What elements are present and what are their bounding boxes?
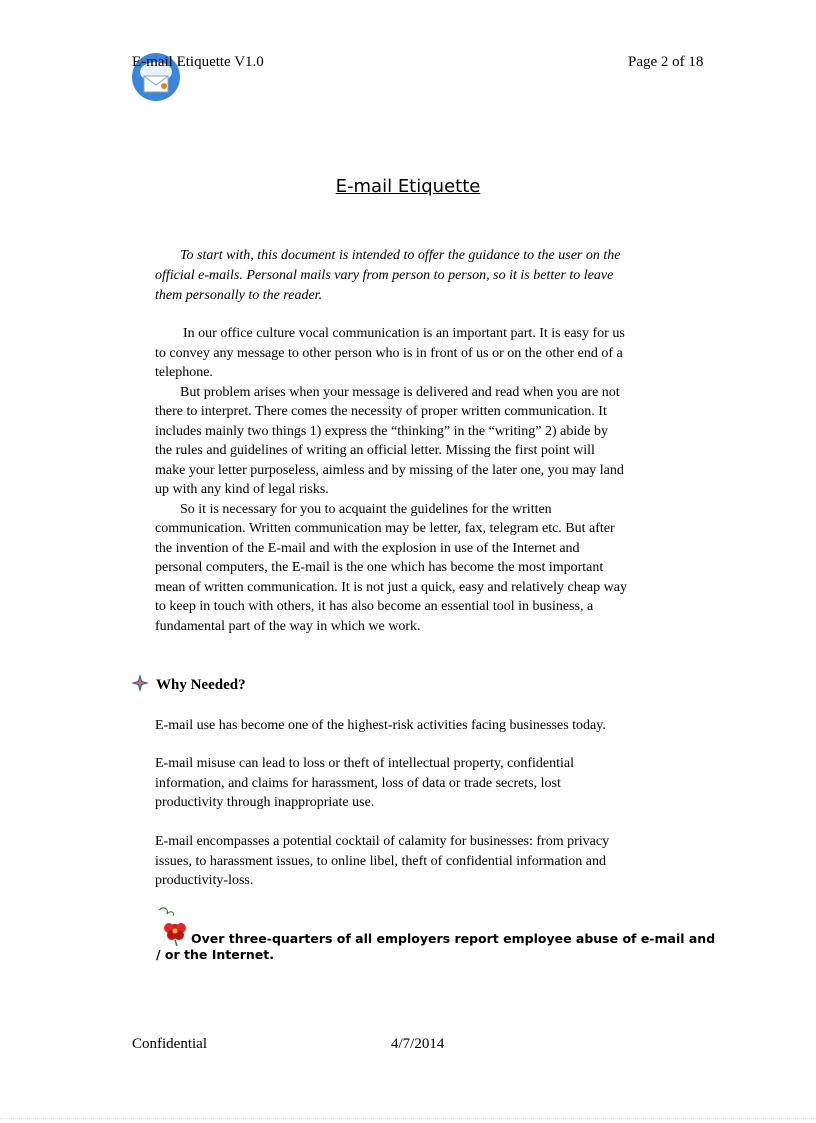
body-line: there to interpret. There comes the necessity of proper written communication. It: [155, 404, 607, 419]
section-line: productivity-loss.: [155, 873, 254, 888]
intro-line: official e-mails. Personal mails vary from person to person, so it is better to leave: [155, 268, 614, 283]
callout-line: / or the Internet.: [156, 947, 274, 962]
section-heading: Why Needed?: [156, 677, 246, 693]
footer-label: Confidential: [132, 1036, 207, 1052]
header-doc-title: E-mail Etiquette V1.0: [132, 54, 264, 70]
body-line: So it is necessary for you to acquaint the guidelines for the written: [180, 502, 552, 517]
section-line: productivity through inappropriate use.: [155, 795, 375, 810]
body-line: communication. Written communication may be letter, fax, telegram etc. But after: [155, 521, 615, 536]
flower-tip-icon: [155, 904, 195, 946]
section-line: E-mail encompasses a potential cocktail of calamity for businesses: from privacy: [155, 834, 610, 849]
intro-line: them personally to the reader.: [155, 288, 323, 303]
body-line: In our office culture vocal communication is an important part. It is easy for us: [183, 326, 625, 341]
body-line: personal computers, the E-mail is the one which has become the most important: [155, 560, 604, 575]
intro-line: To start with, this document is intended to offer the guidance to the user on the: [180, 248, 621, 263]
header-page-number: Page 2 of 18: [628, 54, 704, 70]
page-bottom-edge: [0, 1118, 816, 1119]
body-line: fundamental part of the way in which we work.: [155, 619, 421, 634]
body-line: mean of written communication. It is not just a quick, easy and relatively cheap way: [155, 580, 627, 595]
section-bullet-icon: [130, 673, 150, 693]
section-line: information, and claims for harassment, loss of data or trade secrets, lost: [155, 776, 561, 791]
body-line: the invention of the E-mail and with the explosion in use of the Internet and: [155, 541, 580, 556]
body-line: to keep in touch with others, it has also become an essential tool in business, a: [155, 599, 594, 614]
section-line: E-mail use has become one of the highest-risk activities facing businesses today.: [155, 718, 606, 733]
callout-line: Over three-quarters of all employers report employee abuse of e-mail and: [191, 931, 716, 946]
section-line: issues, to harassment issues, to online libel, theft of confidential information and: [155, 854, 607, 869]
body-line: the rules and guidelines of writing an official letter. Missing the first point will: [155, 443, 595, 458]
body-line: to convey any message to other person who is in front of us or on the other end of a: [155, 346, 623, 361]
body-line: includes mainly two things 1) express the “thinking” in the “writing” 2) abide by: [155, 424, 608, 439]
body-line: But problem arises when your message is delivered and read when you are not: [180, 385, 620, 400]
body-line: up with any kind of legal risks.: [155, 482, 329, 497]
footer-date: 4/7/2014: [391, 1036, 445, 1052]
body-line: telephone.: [155, 365, 213, 380]
body-line: make your letter purposeless, aimless and by missing of the later one, you may land: [155, 463, 624, 478]
section-line: E-mail misuse can lead to loss or theft of intellectual property, confidential: [155, 756, 574, 771]
page-title: E-mail Etiquette: [335, 176, 481, 197]
